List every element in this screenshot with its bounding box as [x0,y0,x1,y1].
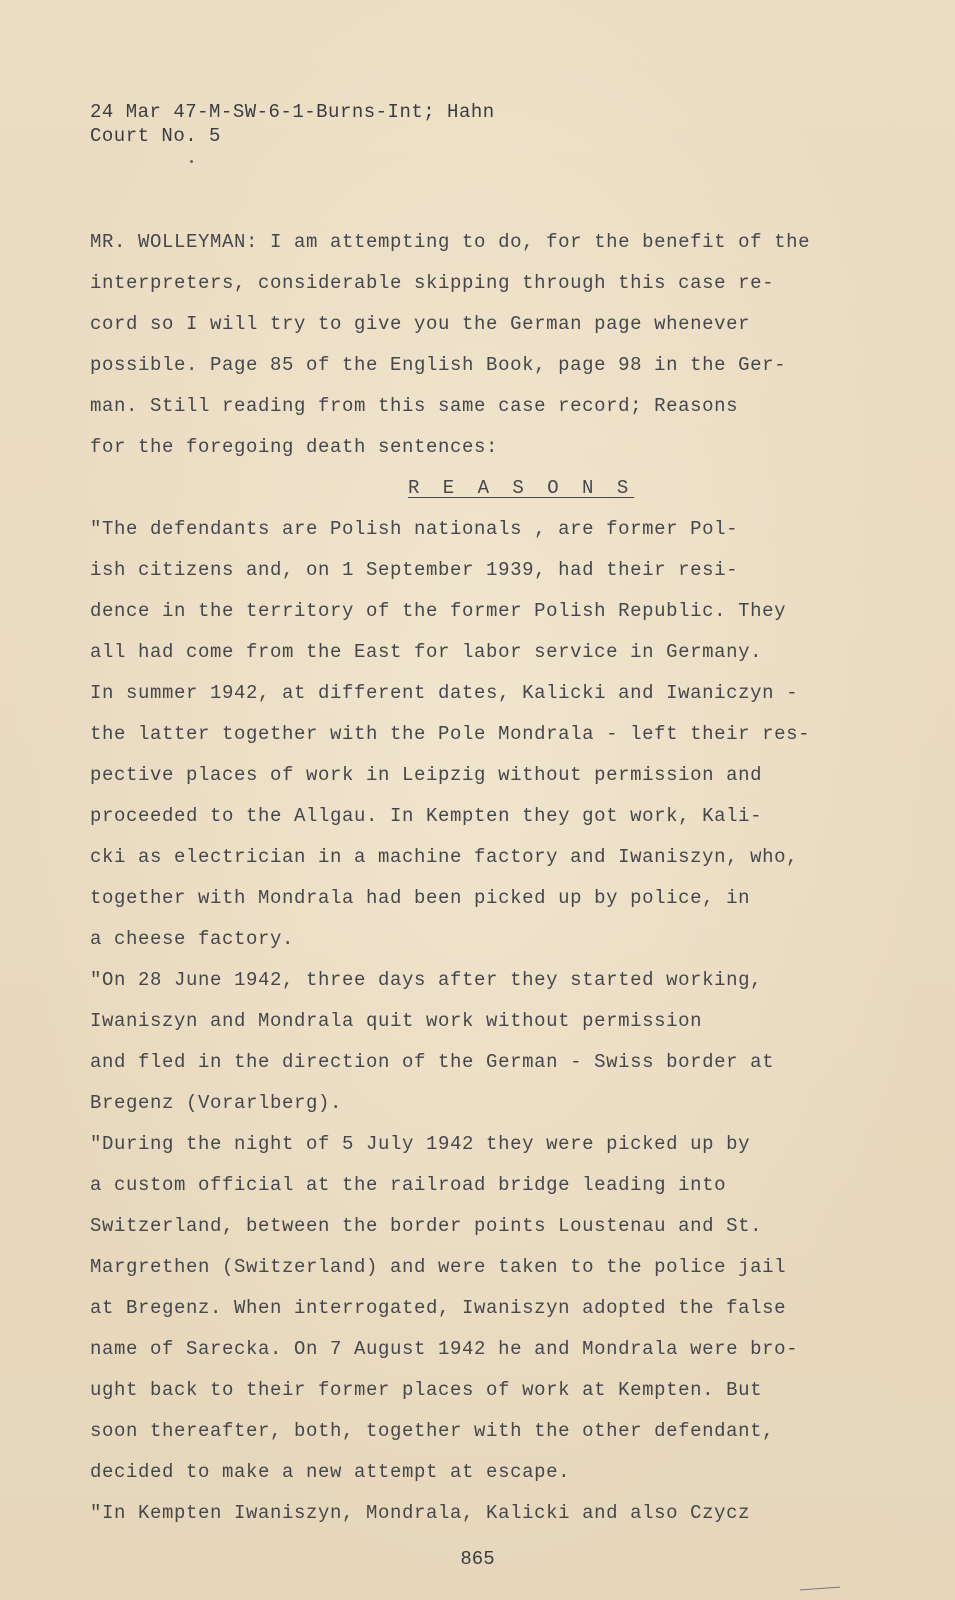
transcript-body [90,222,830,1534]
text-line: "The defendants are Polish nationals , are former Pol- [90,518,739,540]
paper-mark [800,1587,840,1591]
text-line: soon thereafter, both, together with the other defendant, [90,1420,775,1442]
header-court-line: Court No. 5 [90,125,221,147]
text-line: proceeded to the Allgau. In Kempten they got work, Kali- [90,805,763,827]
page-number: 865 [460,1548,495,1570]
text-line: "During the night of 5 July 1942 they were picked up by [90,1133,751,1155]
text-line: Margrethen (Switzerland) and were taken to the police jail [90,1256,787,1278]
text-line: a cheese factory. [90,928,295,950]
text-line: "In Kempten Iwaniszyn, Mondrala, Kalicki and also Czycz [90,1502,751,1524]
text-line: cki as electrician in a machine factory and Iwaniszyn, who, [90,846,799,868]
paper-speck [190,160,193,163]
text-line: at Bregenz. When interrogated, Iwaniszyn adopted the false [90,1297,787,1319]
text-line: Iwaniszyn and Mondrala quit work without permission [90,1010,703,1032]
text-line: for the foregoing death sentences: [90,436,499,458]
document-header [90,100,495,148]
text-line: pective places of work in Leipzig without permission and [90,764,763,786]
text-line: decided to make a new attempt at escape. [90,1461,571,1483]
text-line: man. Still reading from this same case record; Reasons [90,395,739,417]
text-line: a custom official at the railroad bridge leading into [90,1174,727,1196]
text-line: In summer 1942, at different dates, Kalicki and Iwaniczyn - [90,682,799,704]
text-line: ught back to their former places of work at Kempten. But [90,1379,763,1401]
text-line: and fled in the direction of the German - Swiss border at [90,1051,775,1073]
text-line: possible. Page 85 of the English Book, page 98 in the Ger- [90,354,787,376]
section-heading: R E A S O N S [408,477,635,499]
text-line: dence in the territory of the former Polish Republic. They [90,600,787,622]
text-line: Switzerland, between the border points Loustenau and St. [90,1215,763,1237]
text-line: "On 28 June 1942, three days after they started working, [90,969,763,991]
text-line: the latter together with the Pole Mondrala - left their res- [90,723,811,745]
text-line: all had come from the East for labor service in Germany. [90,641,763,663]
header-reference-line: 24 Mar 47-M-SW-6-1-Burns-Int; Hahn [90,101,495,123]
text-line: name of Sarecka. On 7 August 1942 he and Mondrala were bro- [90,1338,799,1360]
text-line: Bregenz (Vorarlberg). [90,1092,343,1114]
text-line: interpreters, considerable skipping through this case re- [90,272,775,294]
text-line: cord so I will try to give you the German page whenever [90,313,751,335]
text-line: ish citizens and, on 1 September 1939, had their resi- [90,559,739,581]
text-line: together with Mondrala had been picked up by police, in [90,887,751,909]
text-line: MR. WOLLEYMAN: I am attempting to do, for the benefit of the [90,231,811,253]
